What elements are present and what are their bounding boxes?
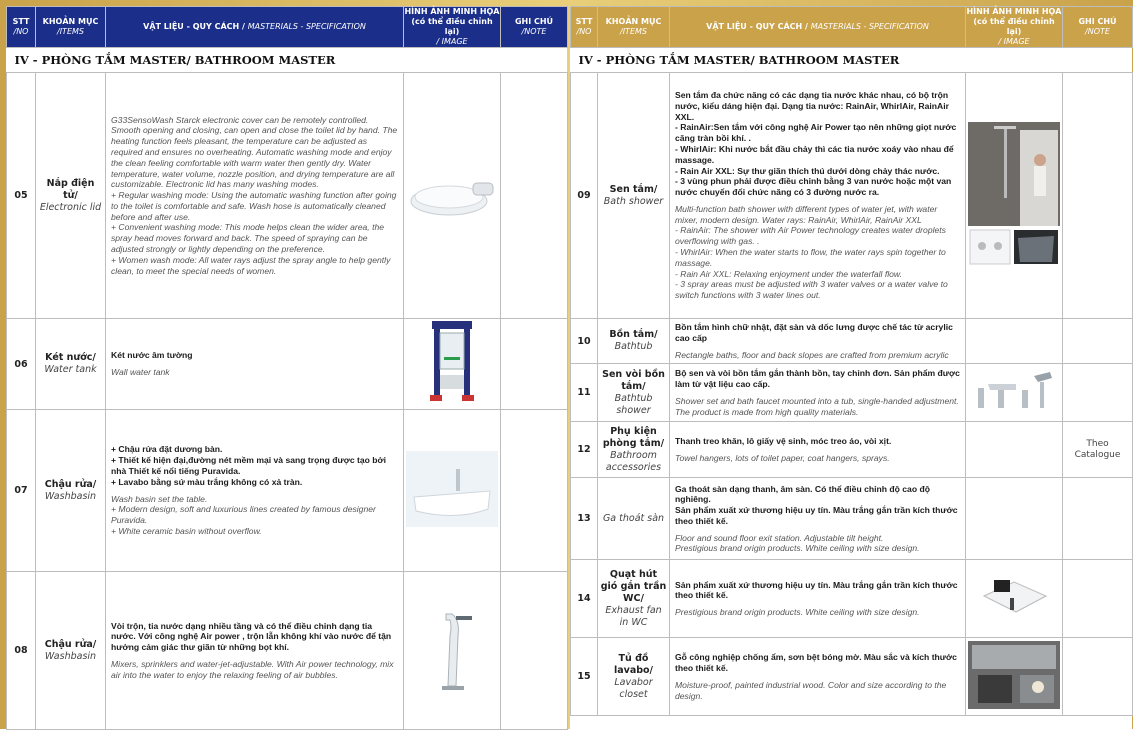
image-cell — [966, 422, 1063, 478]
note-cell — [1063, 73, 1133, 319]
item-name-en: Water tank — [44, 364, 97, 375]
note-cell: Theo Catalogue — [1063, 422, 1133, 478]
spec-vi-line: Bồn tắm hình chữ nhật, đặt sàn và dốc lưng được chế tác từ acrylic cao cấp — [675, 322, 953, 343]
image-cell — [966, 319, 1063, 364]
item-name-en: Bathroom accessories — [605, 449, 662, 473]
table-row — [571, 73, 1133, 319]
row-number: 10 — [571, 319, 598, 364]
item-name-en: Washbasin — [44, 650, 97, 662]
item-cell — [598, 560, 670, 638]
spec-vi-line: Vòi trộn, tia nước dạng nhiều tầng và có thể điều chỉnh dạng tia nước. Với công nghệ Air power , trộn lẫn không khí vào nước để tận hưởng cảm giác thư giãn từ những bọt khí. — [111, 620, 392, 653]
item-name-vi: Két nước/ — [45, 352, 96, 363]
note-cell — [501, 572, 568, 730]
spec-header: VẬT LIỆU - QUY CÁCH / MASTERIALS - SPECIFICATION — [106, 7, 404, 48]
spec-en-line: Shower set and bath faucet mounted into a tub, single-handed adjustment. The product is made from high quality materials. — [675, 395, 959, 417]
spec-vi-line: + Chậu rửa đặt dương bàn. — [111, 444, 223, 455]
image-cell — [404, 319, 501, 410]
table-header — [571, 7, 1133, 48]
row-number: 05 — [7, 73, 36, 319]
table-row — [571, 560, 1133, 638]
spec-vi-line: Sen tắm đa chức năng có các dạng tia nước khác nhau, có bộ trộn nước, kiểu dáng hiện đại. Dạng tia nước: RainAir, WhirlAir, RainAir XXL. — [675, 89, 949, 122]
note-cell — [1063, 638, 1133, 716]
spec-cell — [106, 410, 404, 572]
image-cell — [966, 364, 1063, 422]
item-name-vi: Phụ kiện phòng tắm/ — [602, 425, 665, 449]
spec-cell — [670, 422, 966, 478]
item-name-en: Electronic lid — [39, 201, 102, 213]
table-row — [7, 73, 568, 319]
row-number: 14 — [571, 560, 598, 638]
spec-en-line: - RainAir: The shower with Air Power technology creates water droplets overflowing with gas. . — [675, 225, 946, 247]
spec-en-line: + Regular washing mode: Using the automatic washing function after going to the toilet is comfortable and safe. Wash hose is automatically cleaned before and after use. — [111, 190, 397, 222]
item-cell — [598, 73, 670, 319]
spec-vi-line: Bộ sen và vòi bồn tắm gắn thành bồn, tay chỉnh đơn. Sản phẩm được làm từ vật liệu cao cấp. — [675, 368, 960, 390]
table-row — [571, 422, 1133, 478]
spec-en-line: + White ceramic basin without overflow. — [111, 525, 262, 536]
table-row — [571, 319, 1133, 364]
spec-cell — [106, 73, 404, 319]
row-number: 15 — [571, 638, 598, 716]
item-name-en: Washbasin — [44, 490, 97, 502]
spec-en-line: G33SensoWash Starck electronic cover can be remotely controlled. Smooth opening and closing, can open and close the toilet lid by hand. The heating function feels pleasant, the temperature can be adjusted as required and ensures no overheating. Automatic washing mode and enjoy the clean feeling comfortable with warm water then gently dry. Water temperature, water volume, nozzle position, and drying temperature are all customizable. Electronic lid has many washing modes. — [111, 114, 398, 190]
item-cell — [36, 410, 106, 572]
spec-vi-line: - WhirlAir: Khi nước bắt đầu chảy thì các tia nước xoáy vào nhau để massage. — [675, 143, 954, 165]
spec-cell — [106, 319, 404, 410]
spec-vi-line: + Lavabo bằng sứ màu trắng không có xả tràn. — [111, 476, 303, 487]
row-number: 07 — [7, 410, 36, 572]
row-number: 06 — [7, 319, 36, 410]
item-name-vi: Bồn tắm/ — [609, 329, 658, 341]
spec-vi-line: Sản phẩm xuất xứ thương hiệu uy tín. Màu trắng gắn trần kích thước theo thiết kế. — [675, 505, 958, 526]
spec-vi-line: Két nước âm tường — [111, 350, 193, 361]
item-name-vi: Chậu rửa/ — [44, 638, 97, 650]
row-number: 13 — [571, 478, 598, 560]
image-cell — [966, 478, 1063, 560]
spec-vi-line: Ga thoát sàn dạng thanh, âm sàn. Có thể điều chỉnh độ cao độ nghiêng. — [675, 483, 930, 505]
item-name-en: Bathtub — [614, 341, 653, 353]
note-cell — [1063, 319, 1133, 364]
spec-en-line: + Convenient washing mode: This mode helps clean the wider area, the spray head moves forward and back. The speed of spraying can be adjusted strongly or lightly depending on the preference. — [111, 222, 385, 255]
item-name-vi: Quạt hút gió gắn trần WC/ — [600, 568, 667, 604]
product-image — [968, 366, 1060, 420]
image-cell — [966, 560, 1063, 638]
row-number: 09 — [571, 73, 598, 319]
spec-en-line: Rectangle baths, floor and back slopes are crafted from premium acrylic — [675, 349, 949, 360]
item-cell — [598, 364, 670, 422]
note-cell — [1063, 364, 1133, 422]
image-header: HÌNH ẢNH MINH HỌA (có thể điều chỉnh lại) / IMAGE — [966, 7, 1062, 46]
note-cell — [501, 73, 568, 319]
stt-header: STT /NO — [571, 7, 598, 48]
item-cell — [598, 422, 670, 478]
spec-cell — [670, 319, 966, 364]
spec-header: VẬT LIỆU - QUY CÁCH / MASTERIALS - SPECIFICATION — [670, 7, 966, 48]
spec-vi-line: Thanh treo khăn, lô giấy vệ sinh, móc treo áo, vòi xịt. — [675, 436, 892, 447]
item-cell — [598, 638, 670, 716]
spec-cell — [670, 478, 966, 560]
spec-vi-line: - Rain Air XXL: Sự thư giãn thích thú dưới dòng chảy thác nước. — [675, 165, 940, 176]
table-row — [571, 478, 1133, 560]
table-row — [571, 364, 1133, 422]
spec-cell — [670, 73, 966, 319]
table-row — [7, 572, 568, 730]
note-cell — [1063, 560, 1133, 638]
spec-cell — [106, 572, 404, 730]
note-header: GHI CHÚ /NOTE — [1063, 7, 1133, 48]
spec-vi-line: + Thiết kế hiện đại,đường nét mềm mại và sang trọng được tạo bởi nhà Thiết kế nổi tiếng Puravida. — [111, 455, 387, 476]
spec-en-line: - Rain Air XXL: Relaxing enjoyment under the waterfall flow. — [675, 268, 903, 279]
spec-en-line: - WhirlAir: When the water starts to flow, the water rays spin together to massage. — [675, 247, 946, 268]
spec-cell — [670, 560, 966, 638]
image-cell — [966, 73, 1063, 319]
section-row — [7, 48, 568, 73]
item-cell — [598, 478, 670, 560]
product-image — [974, 572, 1054, 626]
spec-en-line: + Modern design, soft and luxurious lines created by famous designer Puravida. — [111, 504, 376, 526]
spec-cell — [670, 364, 966, 422]
spec-en-line: Prestigious brand origin products. White ceiling with size design. — [675, 607, 920, 618]
item-name-vi: Tủ đồ lavabo/ — [613, 652, 654, 676]
spec-en-line: Moisture-proof, painted industrial wood. Color and size according to the design. — [675, 679, 947, 701]
left-spec-table — [6, 6, 568, 730]
row-number: 12 — [571, 422, 598, 478]
right-spec-table — [570, 6, 1133, 716]
spec-cell — [670, 638, 966, 716]
item-header: KHOẢN MỤC /ITEMS — [36, 7, 106, 48]
table-row — [571, 638, 1133, 716]
item-cell — [36, 319, 106, 410]
spec-en-line: - 3 spray areas must be adjusted with 3 water valves or a water valve to switch functions with 3 water lines out. — [675, 279, 948, 301]
right-table-panel — [570, 6, 1132, 729]
item-name-vi: Sen vòi bồn tắm/ — [602, 368, 665, 392]
note-header: GHI CHÚ /NOTE — [501, 7, 568, 48]
product-image — [422, 319, 482, 409]
spec-en-line: + Women wash mode: All water rays adjust the spray angle to help gently clean, to meet the special needs of women. — [111, 254, 391, 276]
row-number: 11 — [571, 364, 598, 422]
note-cell — [501, 410, 568, 572]
spec-en-line: Wall water tank — [111, 367, 170, 377]
image-cell — [404, 73, 501, 319]
item-name-en: Bath shower — [603, 195, 664, 207]
note-cell — [501, 319, 568, 410]
row-number: 08 — [7, 572, 36, 730]
item-name-vi: Nắp điện tử/ — [46, 177, 95, 201]
spec-vi-line: - RainAir:Sen tắm với công nghệ Air Power tạo nên những giọt nước căng tràn bồi khí. . — [675, 122, 957, 144]
spec-en-line: Mixers, sprinklers and water-jet-adjustable. With Air power technology, mix air into the water to enjoy the relaxing feeling of air bubbles. — [111, 658, 394, 680]
table-header — [7, 7, 568, 48]
item-header: KHOẢN MỤC /ITEMS — [598, 7, 670, 48]
spec-en-line: Prestigious brand origin products. White ceiling with size design. — [675, 543, 920, 554]
spec-vi-line: - 3 vùng phun phải được điều chỉnh bằng 3 van nước hoặc một van nước chuyển đổi chức năng có 3 đường nước ra. — [675, 176, 952, 198]
spec-en-line: Floor and sound floor exit station. Adjustable tilt height. — [675, 532, 884, 543]
spec-en-line: Multi-function bath shower with different types of water jet, with water mixer, modern design. Water rays: RainAir, WhirlAir, RainAir XXL — [675, 203, 938, 225]
spec-vi-line: Sản phẩm xuất xứ thương hiệu uy tín. Màu trắng gắn trần kích thước theo thiết kế. — [675, 579, 958, 601]
note-cell — [1063, 478, 1133, 560]
spec-en-line: Wash basin set the table. — [111, 493, 208, 504]
spec-en-line: Towel hangers, lots of toilet paper, coat hangers, sprays. — [675, 452, 890, 463]
item-cell — [598, 319, 670, 364]
product-image — [968, 122, 1060, 270]
image-cell — [966, 638, 1063, 716]
item-name-vi: Chậu rửa/ — [44, 478, 97, 490]
section-title: IV - PHÒNG TẮM MASTER/ BATHROOM MASTER — [7, 48, 568, 73]
table-row — [7, 410, 568, 572]
item-name-vi: Sen tắm/ — [609, 183, 658, 195]
left-table-panel — [6, 6, 567, 729]
section-row — [571, 48, 1133, 73]
product-image — [968, 641, 1060, 713]
item-name-en: Exhaust fan in WC — [605, 604, 662, 628]
table-row — [7, 319, 568, 410]
item-cell — [36, 73, 106, 319]
image-cell — [404, 572, 501, 730]
item-name-en: Ga thoát sàn — [602, 512, 665, 524]
image-header: HÌNH ẢNH MINH HỌA (có thể điều chỉnh lại) / IMAGE — [404, 7, 500, 46]
item-name-en: Bathtub shower — [614, 392, 653, 416]
section-title: IV - PHÒNG TẮM MASTER/ BATHROOM MASTER — [571, 48, 1133, 73]
product-image — [407, 169, 497, 223]
image-cell — [404, 410, 501, 572]
item-cell — [36, 572, 106, 730]
stt-header: STT /NO — [7, 7, 36, 48]
product-image — [422, 606, 482, 696]
product-image — [406, 451, 498, 531]
item-name-en: Lavabor closet — [614, 676, 653, 700]
spec-vi-line: Gỗ công nghiệp chống ẩm, sơn bệt bóng mờ. Màu sắc và kích thước theo thiết kế. — [675, 652, 957, 674]
